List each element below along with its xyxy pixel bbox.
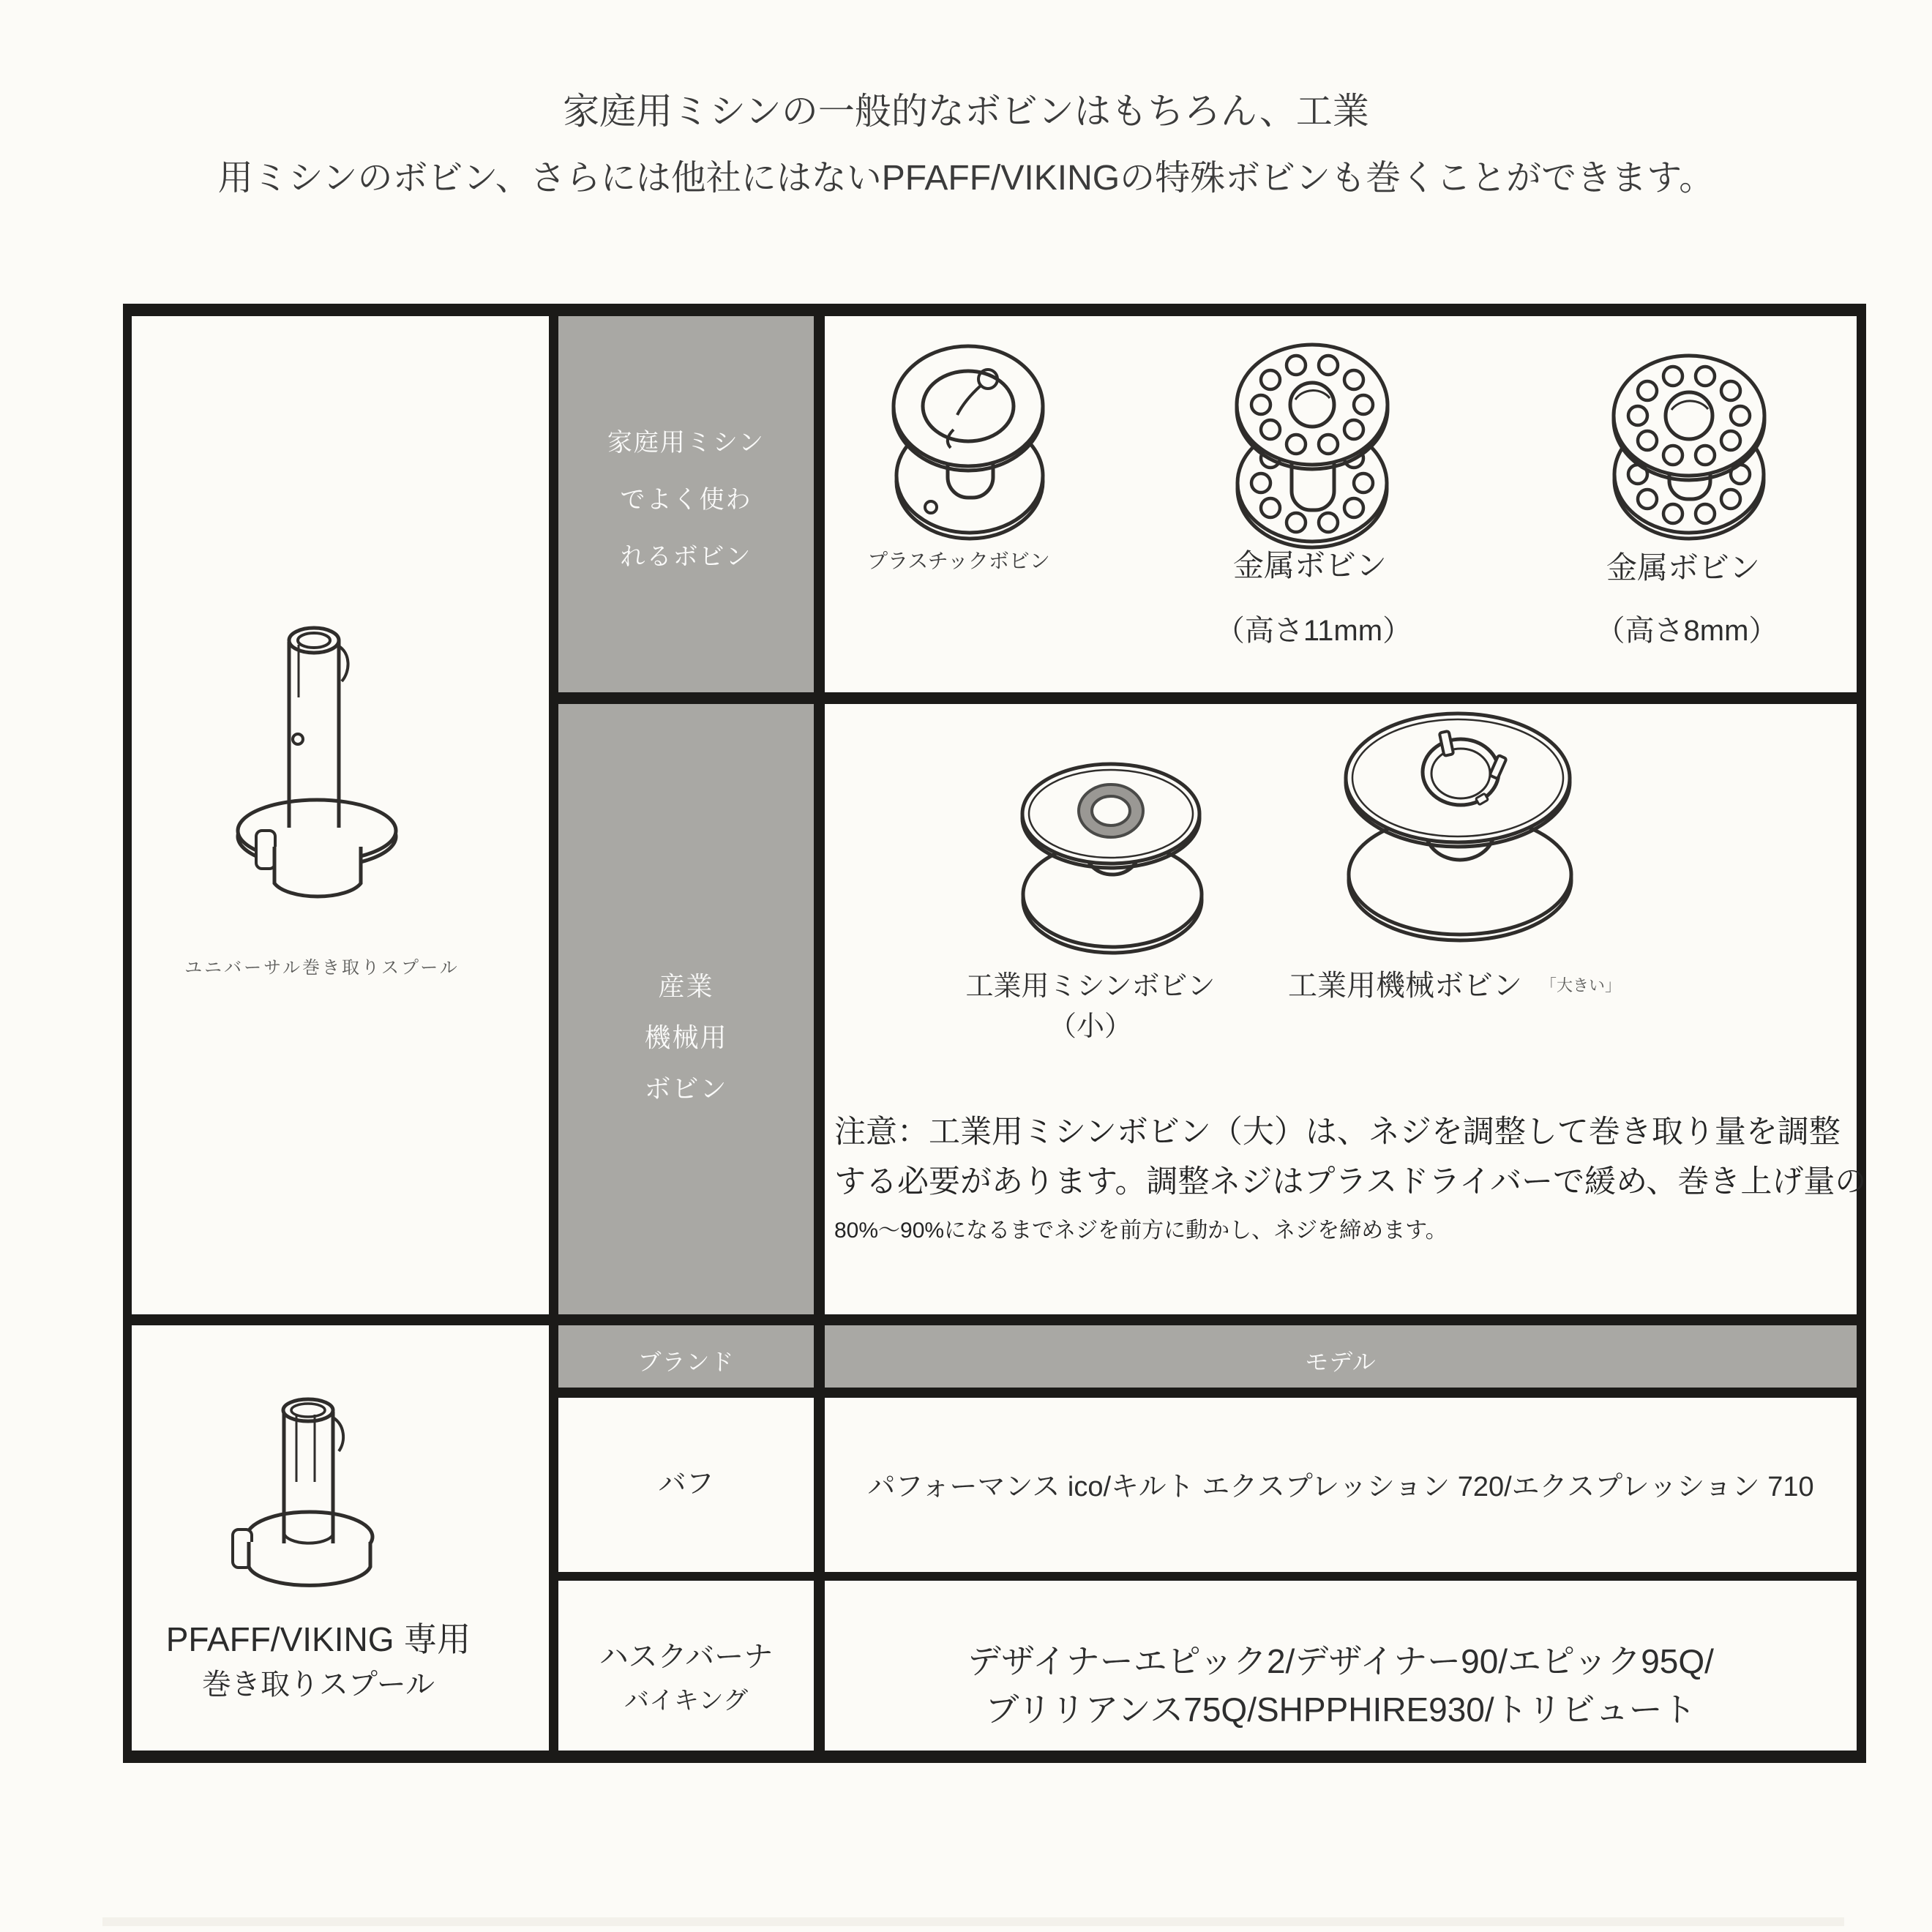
row-separator-3 [549, 1388, 1866, 1398]
row-separator-2 [123, 1314, 1866, 1325]
plastic-bobbin-label: プラスチックボビン [867, 550, 1050, 572]
column-separator-1 [549, 304, 558, 1763]
metal-bobbin-8mm-label: 金属ボビン [1606, 550, 1760, 585]
model-husqvarna-line-2: ブリリアンス75Q/SHPPHIRE930/トリビュート [985, 1690, 1696, 1729]
table-border-left [123, 304, 132, 1763]
metal-bobbin-8mm-size: （高さ8mm） [1595, 615, 1778, 647]
column-separator-2 [814, 304, 825, 1763]
industrial-group-label-line: ボビン [644, 1074, 728, 1104]
household-group-label-line: れるボビン [620, 543, 752, 571]
industrial-sewing-bobbin-label: 工業用ミシンボビン（小） [965, 971, 1216, 1042]
table-border-right [1857, 304, 1866, 1763]
pfaff-spool-label-line-2: 巻き取りスプール [202, 1669, 435, 1701]
brand-viking-label: バイキング [624, 1687, 748, 1715]
model-pfaff-list: パフォーマンス ico/キルト エクスプレッション 720/エクスプレッション 710 [867, 1472, 1814, 1502]
household-group-label [558, 430, 814, 569]
industrial-machine-bobbin-illustration [1332, 692, 1588, 940]
pfaff-viking-spool-illustration [220, 1387, 410, 1606]
row-separator-4 [549, 1572, 1866, 1581]
industrial-machine-bobbin-annotation: 「大きい」 [1540, 976, 1621, 995]
note-line-2: する必要があります。調整ネジはプラスドライバーで緩め、巻き上げ量の [834, 1164, 1867, 1199]
household-group-label-line: 家庭用ミシン [607, 429, 765, 457]
household-group-label-line: でよく使わ [620, 486, 752, 514]
table-border-top [123, 304, 1866, 316]
industrial-group-label-line: 機械用 [644, 1022, 728, 1052]
metal-bobbin-8mm-illustration [1592, 342, 1789, 555]
note-line-1: 注意：工業用ミシンボビン（大）は、ネジを調整して巻き取り量を調整 [834, 1115, 1841, 1150]
industrial-group-label [558, 973, 814, 1102]
table-border-bottom [123, 1751, 1866, 1763]
plastic-bobbin-illustration [871, 333, 1068, 545]
intro-line-2: 用ミシンのボビン、さらには他社にはないPFAFF/VIKINGの特殊ボビンも巻くことができます。 [217, 159, 1715, 198]
pfaff-spool-label-line-1: PFAFF/VIKING 専用 [165, 1620, 471, 1658]
brand-column-header: ブランド [637, 1349, 735, 1375]
model-column-header: モデル [1305, 1349, 1377, 1375]
note-line-3: 80%～90%になるまでネジを前方に動かし、ネジを締めます。 [834, 1218, 1448, 1243]
universal-spool-caption: ユニバーサル巻き取りスプール [184, 958, 460, 978]
model-husqvarna-line-1: デザイナーエピック2/デザイナー90/エピック95Q/ [967, 1642, 1714, 1680]
universal-spool-illustration [216, 611, 421, 940]
industrial-group-label-line: 産業 [658, 971, 714, 1001]
row-separator-1 [549, 692, 1866, 704]
intro-line-1: 家庭用ミシンの一般的なボビンはもちろん、工業 [563, 91, 1369, 132]
industrial-sewing-bobbin-illustration [1014, 739, 1211, 951]
industrial-machine-bobbin-label: 工業用機械ボビン [1288, 970, 1522, 1002]
brand-husqvarna-label: ハスクバーナ [599, 1641, 774, 1673]
bottom-scan-artifact [102, 1917, 1844, 1926]
brand-pfaff-label: バフ [658, 1469, 714, 1499]
metal-bobbin-11mm-illustration [1215, 329, 1412, 556]
metal-bobbin-11mm-label: 金属ボビン [1232, 548, 1387, 583]
metal-bobbin-11mm-size: （高さ11mm） [1215, 615, 1412, 647]
